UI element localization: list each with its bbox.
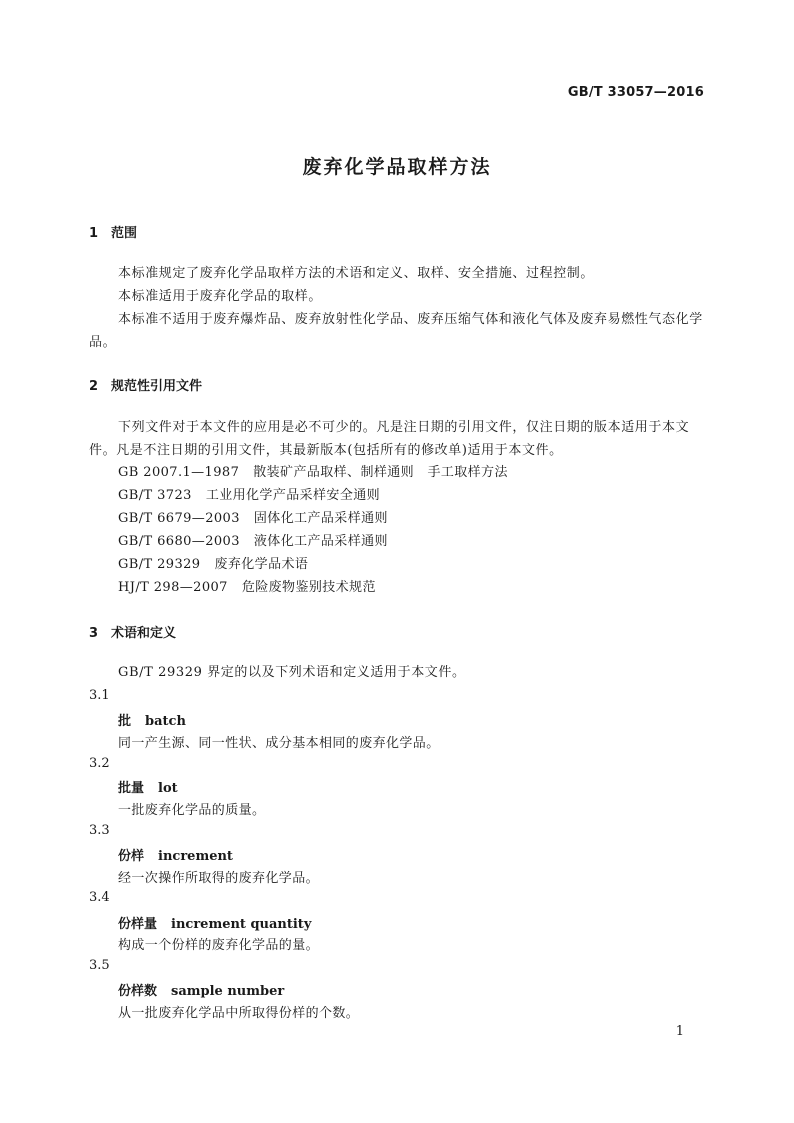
scope-paragraph-3: 本标准不适用于废弃爆炸品、废弃放射性化学品、废弃压缩气体和液化气体及废弃易燃性气态化学品。 <box>89 312 703 350</box>
reference-item <box>118 576 376 599</box>
term-zh: 批量 <box>118 781 145 796</box>
term-name <box>118 980 284 999</box>
reference-code: HJ/T 298—2007 <box>118 580 228 595</box>
term-definition: 一批废弃化学品的质量。 <box>118 803 266 818</box>
scope-paragraph-2: 本标准适用于废弃化学品的取样。 <box>118 289 323 304</box>
reference-item <box>118 553 308 576</box>
term-zh: 批 <box>118 714 132 729</box>
terms-intro: GB/T 29329 界定的以及下列术语和定义适用于本文件。 <box>118 665 466 680</box>
scope-paragraph-1: 本标准规定了废弃化学品取样方法的术语和定义、取样、安全措施、过程控制。 <box>118 266 595 281</box>
reference-title: 废弃化学品术语 <box>214 557 309 572</box>
reference-code: GB/T 6680—2003 <box>118 534 240 549</box>
reference-title: 固体化工产品采样通则 <box>253 511 388 526</box>
term-name <box>118 845 233 864</box>
section-title: 范围 <box>111 226 138 241</box>
section-number: 1 <box>89 226 99 241</box>
term-definition: 经一次操作所取得的废弃化学品。 <box>118 871 320 886</box>
term-number: 3.4 <box>89 890 110 905</box>
term-name <box>118 913 311 932</box>
term-en: increment quantity <box>171 917 312 932</box>
reference-title: 危险废物鉴别技术规范 <box>241 580 376 595</box>
term-definition: 从一批废弃化学品中所取得份样的个数。 <box>118 1006 360 1021</box>
reference-item <box>118 461 508 484</box>
document-title: 废弃化学品取样方法 <box>302 156 492 178</box>
section-title: 规范性引用文件 <box>111 379 203 394</box>
reference-code: GB/T 3723 <box>118 488 192 503</box>
term-name <box>118 777 178 796</box>
term-zh: 份样量 <box>118 917 158 932</box>
term-en: lot <box>158 781 178 796</box>
reference-item <box>118 507 388 530</box>
section-number: 2 <box>89 379 99 394</box>
term-zh: 份样数 <box>118 984 158 999</box>
term-number: 3.5 <box>89 958 110 973</box>
section-1-heading <box>89 222 137 241</box>
term-number: 3.3 <box>89 823 110 838</box>
page-number: 1 <box>675 1024 684 1039</box>
section-2-heading <box>89 375 202 394</box>
reference-title: 工业用化学产品采样安全通则 <box>205 488 381 503</box>
section-number: 3 <box>89 626 99 641</box>
term-name <box>118 710 186 729</box>
term-number: 3.1 <box>89 688 110 703</box>
reference-item <box>118 530 388 553</box>
references-intro: 下列文件对于本文件的应用是必不可少的。凡是注日期的引用文件，仅注日期的版本适用于本文件。凡是不注日期的引用文件，其最新版本(包括所有的修改单)适用于本文件。 <box>89 420 690 458</box>
reference-code: GB/T 6679—2003 <box>118 511 240 526</box>
term-definition: 同一产生源、同一性状、成分基本相同的废弃化学品。 <box>118 736 440 751</box>
term-number: 3.2 <box>89 756 110 771</box>
reference-code: GB/T 29329 <box>118 557 201 572</box>
term-en: sample number <box>171 984 285 999</box>
reference-item <box>118 484 380 507</box>
reference-title: 散装矿产品取样、制样通则 手工取样方法 <box>253 465 508 480</box>
reference-code: GB 2007.1—1987 <box>118 465 240 480</box>
term-zh: 份样 <box>118 849 145 864</box>
section-3-heading <box>89 622 176 641</box>
section-title: 术语和定义 <box>111 626 177 641</box>
standard-code: GB/T 33057—2016 <box>567 85 704 100</box>
term-definition: 构成一个份样的废弃化学品的量。 <box>118 938 320 953</box>
term-en: increment <box>158 849 233 864</box>
reference-title: 液体化工产品采样通则 <box>253 534 388 549</box>
term-en: batch <box>145 714 186 729</box>
